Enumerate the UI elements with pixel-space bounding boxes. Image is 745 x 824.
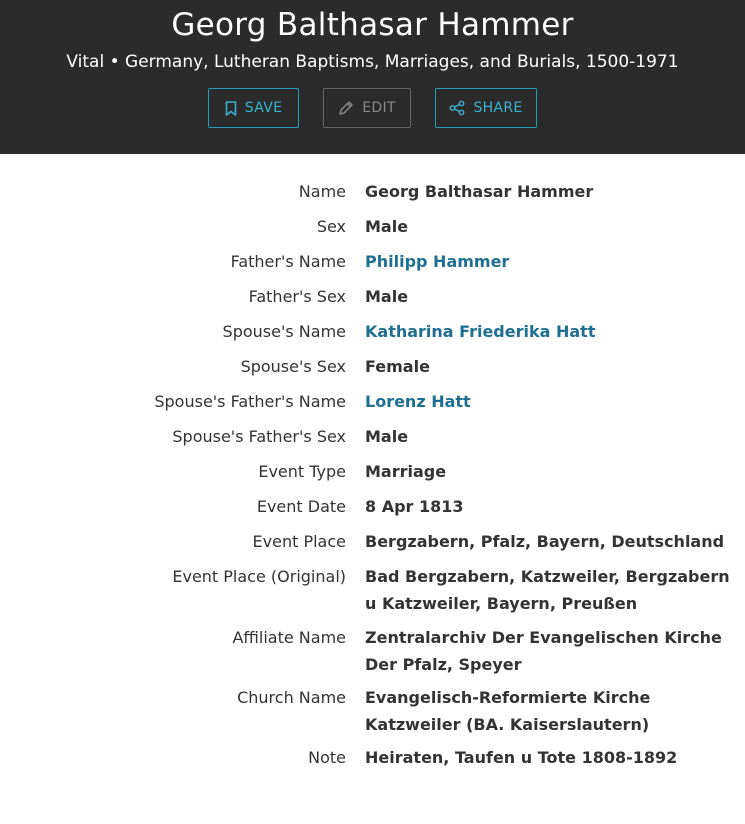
field-value: Georg Balthasar Hammer — [365, 182, 594, 201]
collection-subtitle: Vital • Germany, Lutheran Baptisms, Marriages, and Burials, 1500-1971 — [66, 52, 679, 72]
field-label: Church Name — [237, 688, 346, 707]
record-row — [0, 528, 745, 555]
field-value: Bad Bergzabern, Katzweiler, Bergzabern u Katzweiler, Bayern, Preußen — [365, 567, 730, 613]
field-label: Event Type — [258, 462, 346, 481]
field-value: Bergzabern, Pfalz, Bayern, Deutschland — [365, 532, 725, 551]
field-label: Affiliate Name — [232, 628, 346, 647]
share-icon — [449, 100, 465, 116]
field-value: Zentralarchiv Der Evangelischen Kirche Der Pfalz, Speyer — [365, 628, 722, 674]
field-label: Event Date — [256, 497, 346, 516]
record-header — [0, 0, 745, 154]
record-row — [0, 563, 745, 617]
record-row — [0, 178, 745, 205]
record-row — [0, 624, 745, 678]
record-row — [0, 493, 745, 520]
field-label: Event Place — [252, 532, 346, 551]
bookmark-icon — [225, 101, 237, 116]
record-row — [0, 423, 745, 450]
field-value: Male — [365, 287, 409, 306]
record-details — [0, 178, 745, 771]
field-value: Heiraten, Taufen u Tote 1808-1892 — [365, 748, 678, 767]
record-row — [0, 353, 745, 380]
field-value: Male — [365, 427, 409, 446]
field-label: Name — [298, 182, 346, 201]
record-row — [0, 744, 745, 771]
field-value: Female — [365, 357, 430, 376]
share-label: SHARE — [473, 100, 523, 116]
field-value-link[interactable]: Katharina Friederika Hatt — [365, 322, 596, 341]
record-row — [0, 213, 745, 240]
record-row — [0, 458, 745, 485]
field-value: Male — [365, 217, 409, 236]
record-row — [0, 684, 745, 738]
field-label: Sex — [316, 217, 346, 236]
record-row — [0, 318, 745, 345]
field-label: Note — [308, 748, 346, 767]
field-label: Spouse's Sex — [240, 357, 346, 376]
field-label: Father's Name — [230, 252, 346, 271]
record-row — [0, 283, 745, 310]
action-bar — [0, 88, 745, 128]
record-row — [0, 248, 745, 275]
page-title: Georg Balthasar Hammer — [171, 7, 574, 43]
field-label: Spouse's Name — [222, 322, 346, 341]
field-label: Event Place (Original) — [172, 567, 346, 586]
field-value-link[interactable]: Philipp Hammer — [365, 252, 510, 271]
field-label: Spouse's Father's Sex — [172, 427, 346, 446]
field-label: Spouse's Father's Name — [154, 392, 346, 411]
field-value-link[interactable]: Lorenz Hatt — [365, 392, 471, 411]
save-button[interactable] — [208, 88, 299, 128]
field-value: 8 Apr 1813 — [365, 497, 464, 516]
pencil-icon — [338, 100, 354, 116]
edit-button[interactable] — [323, 88, 411, 128]
save-label: SAVE — [244, 100, 283, 116]
field-value: Marriage — [365, 462, 447, 481]
record-row — [0, 388, 745, 415]
edit-label: EDIT — [362, 100, 396, 116]
field-value: Evangelisch-Reformierte Kirche Katzweiler (BA. Kaiserslautern) — [365, 688, 651, 734]
field-label: Father's Sex — [248, 287, 346, 306]
share-button[interactable] — [435, 88, 537, 128]
